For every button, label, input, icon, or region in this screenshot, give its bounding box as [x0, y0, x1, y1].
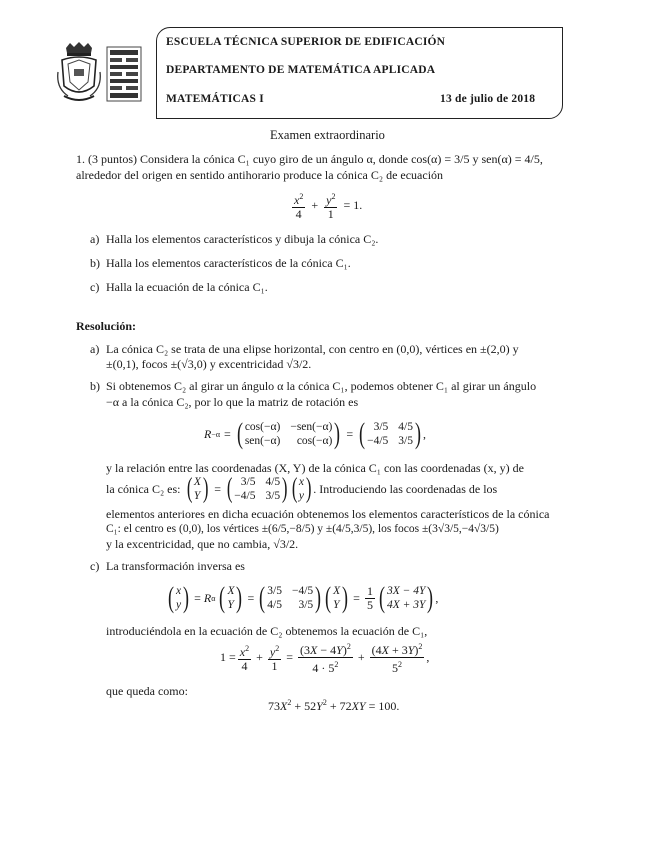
sol-c-line-1: La transformación inversa es — [106, 559, 245, 573]
inv-vec-x: x — [176, 584, 182, 597]
sol-b-line-7: y la excentricidad, que no cambia, √3/2. — [106, 537, 299, 551]
ellipse-equation: $\frac{x^2}{4}$ + $\frac{y^2}{1}$ = 1. — [294, 192, 363, 221]
inverse-label: R — [203, 590, 212, 605]
sol-b-marker: b) — [90, 379, 100, 393]
inverse-subscript: α — [211, 593, 216, 603]
inv-m11: 3/5 — [267, 584, 282, 597]
department-name: DEPARTAMENTO DE MATEMÁTICA APLICADA — [166, 64, 436, 76]
rot-m11: cos(−α) — [244, 420, 281, 433]
sol-b-line-4: la cónica C₂ es: ( X Y ) = ( 3/5 4/5 −4/5 3/5 ) ( x y ) . Introduciendo las coordenadas de los — [106, 473, 498, 504]
rot-m22: cos(−α) — [296, 434, 333, 447]
vec-x: x — [298, 475, 304, 488]
sol-b-line-2: −α a la cónica C₂, por lo que la matriz de rotación es — [106, 395, 359, 409]
sol-c-line-3: que queda como: — [106, 684, 188, 698]
rotation-matrix-equation: R −α = ( cos(−α) −sen(−α) sen(−α) cos(−α) ) = ( 3/5 4/5 −4/5 3/5 ) , — [204, 417, 426, 450]
item-a-marker: a) — [90, 232, 100, 246]
rotation-subscript: −α — [211, 429, 221, 439]
substitution-equation: 1 = $\frac{x^2}{4}$ + $\frac{y^2}{1}$ = $\frac{(3X - 4Y)^2}{4 \cdot 5^2}$ + $\frac{(4X + 3Y)^2}{5^2}$ , — [220, 641, 430, 675]
school-emblem-logo — [106, 46, 142, 102]
problem-line-2: alrededor del origen en sentido antihorario produce la cónica C₂ de ecuación — [76, 168, 444, 182]
inline-n12: 4/5 — [265, 475, 281, 488]
exam-title: Examen extraordinario — [270, 128, 385, 142]
item-c-marker: c) — [90, 280, 100, 294]
inv-m12: −4/5 — [291, 584, 314, 597]
inv-m22: 3/5 — [298, 598, 314, 611]
inline-n11: 3/5 — [240, 475, 256, 488]
inv-factor-num: 1 — [366, 583, 373, 598]
inv-vec-Y: Y — [227, 598, 234, 611]
item-b-text: Halla los elementos característicos de la cónica C₁. — [106, 256, 351, 270]
sol-b-line-4-pre: la cónica C₂ es: — [106, 482, 181, 496]
sol-b-line-5: elementos anteriores en dicha ecuación obtenemos los elementos característicos de la cónica — [106, 507, 550, 521]
inv-vec-X: X — [227, 584, 235, 597]
inverse-transformation-equation: ( x y ) = R α ( X Y ) = ( 3/5 −4/5 4/5 3/5 ) ( X Y ) = $\frac{1}{5}$ ( 3X − 4Y 4X + 3Y ) , — [168, 581, 439, 614]
inv-m21: 4/5 — [267, 598, 282, 611]
subject-name: MATEMÁTICAS I — [166, 93, 264, 105]
sol-b-line-1: Si obtenemos C₂ al girar un ángulo α la cónica C₁, podemos obtener C₁ al girar un ángulo — [106, 379, 537, 393]
sol-c-marker: c) — [90, 559, 100, 573]
inv-vec-y: y — [176, 598, 182, 611]
rot-n12: 4/5 — [398, 420, 413, 433]
inv-factor-den: 5 — [366, 597, 373, 612]
vec-X: X — [193, 475, 201, 488]
rot-m12: −sen(−α) — [290, 420, 333, 433]
university-crest-logo — [56, 42, 102, 104]
rot-n21: −4/5 — [367, 434, 389, 447]
rot-m21: sen(−α) — [244, 434, 281, 447]
sol-a-marker: a) — [90, 342, 100, 356]
vec-y: y — [298, 489, 304, 502]
inv-vec-Y2: Y — [333, 598, 340, 611]
sol-b-line-6: C₁: el centro es (0,0), los vértices ±(6/5,−8/5) y ±(4/5,3/5), los focos ±(3√3/5,−4√3/5) — [106, 523, 499, 535]
rot-n11: 3/5 — [373, 420, 389, 433]
sol-b-line-3: y la relación entre las coordenadas (X, Y) de la cónica C₁ con las coordenadas (x, y) de — [106, 461, 524, 475]
inline-n21: −4/5 — [234, 489, 256, 502]
sol-b-line-4-post: . Introduciendo las coordenadas de los — [313, 482, 498, 496]
solution-heading: Resolución: — [76, 319, 136, 333]
item-b-marker: b) — [90, 256, 100, 270]
rot-n22: 3/5 — [398, 434, 413, 447]
item-a-text: Halla los elementos característicos y dibuja la cónica C₂. — [106, 232, 379, 246]
inline-n22: 3/5 — [265, 489, 281, 502]
vec-Y: Y — [193, 489, 201, 502]
sol-c-line-2: introduciéndola en la ecuación de C₂ obtenemos la ecuación de C₁, — [106, 624, 428, 638]
rotation-label: R — [204, 426, 212, 441]
inv-result-1: 3X − 4Y — [386, 584, 426, 597]
sol-a-line-1: La cónica C₂ se trata de una elipse horizontal, con centro en (0,0), vértices en ±(2,0) y — [106, 342, 519, 356]
inv-vec-X2: X — [333, 584, 341, 597]
school-name: ESCUELA TÉCNICA SUPERIOR DE EDIFICACIÓN — [166, 36, 446, 48]
item-c-text: Halla la ecuación de la cónica C₁. — [106, 280, 268, 294]
exam-date: 13 de julio de 2018 — [440, 93, 536, 105]
problem-line-1: 1. (3 puntos) Considera la cónica C₁ cuyo giro de un ángulo α, donde cos(α) = 3/5 y sen(α) = 4/5, — [76, 152, 543, 166]
sol-a-line-2: ±(0,1), focos ±(√3,0) y excentricidad √3/2. — [106, 357, 312, 371]
final-equation: $73X^2 + 52Y^2 + 72XY = 100$. — [268, 698, 400, 713]
inv-result-2: 4X + 3Y — [386, 598, 426, 611]
